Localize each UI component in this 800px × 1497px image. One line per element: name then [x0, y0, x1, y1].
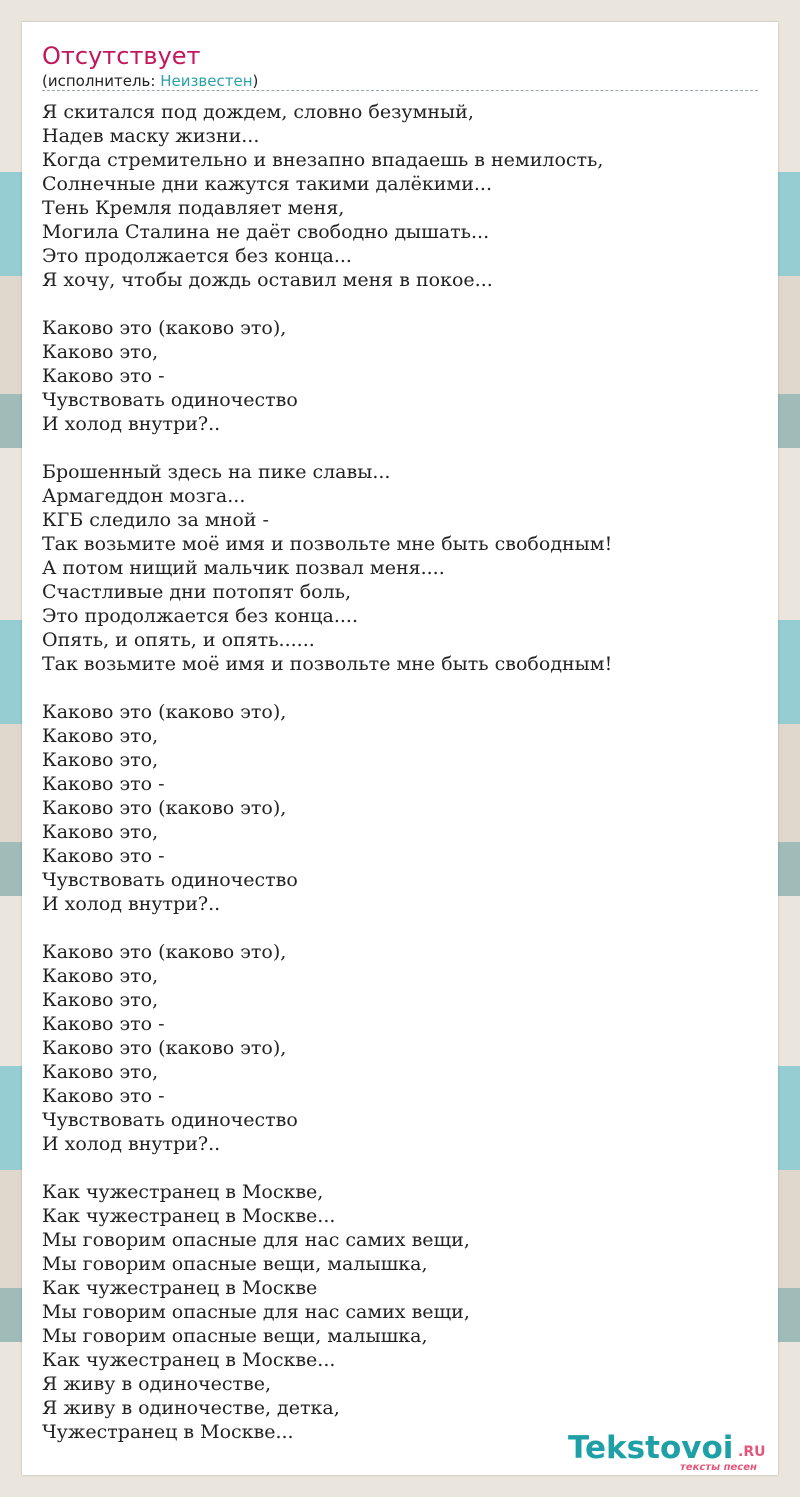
lyrics-line: Каково это -: [42, 845, 165, 867]
lyrics-line: А потом нищий мальчик позвал меня....: [42, 557, 445, 579]
lyrics-line: [42, 676, 758, 700]
lyrics-line: Мы говорим опасные для нас самих вещи,: [42, 1301, 470, 1323]
lyrics-line: Опять, и опять, и опять......: [42, 629, 315, 651]
lyrics-line: Каково это,: [42, 821, 159, 843]
lyrics-line: Армагеддон мозга...: [42, 485, 246, 507]
lyrics-line: Солнечные дни кажутся такими далёкими...: [42, 173, 492, 195]
lyrics-line: И холод внутри?..: [42, 893, 221, 915]
lyrics-line: Каково это -: [42, 1085, 165, 1107]
lyrics-line: Мы говорим опасные для нас самих вещи,: [42, 1229, 470, 1251]
logo-tagline: тексты песен: [680, 1462, 757, 1473]
lyrics-line: Мы говорим опасные вещи, малышка,: [42, 1253, 428, 1275]
lyrics-card: [22, 22, 778, 1475]
lyrics-line: Надев маску жизни...: [42, 125, 260, 147]
lyrics-line: Я живу в одиночестве, детка,: [42, 1397, 340, 1419]
lyrics-line: Это продолжается без конца...: [42, 245, 352, 267]
lyrics-text: [42, 100, 758, 1444]
artist-line: [42, 71, 258, 91]
lyrics-line: Каково это (каково это),: [42, 941, 287, 963]
lyrics-line: Как чужестранец в Москве...: [42, 1349, 336, 1371]
lyrics-line: Каково это,: [42, 725, 159, 747]
lyrics-line: Каково это (каково это),: [42, 317, 287, 339]
lyrics-line: Когда стремительно и внезапно впадаешь в немилость,: [42, 149, 604, 171]
lyrics-line: Могила Сталина не даёт свободно дышать...: [42, 221, 490, 243]
lyrics-line: Каково это (каково это),: [42, 797, 287, 819]
lyrics-line: Как чужестранец в Москве...: [42, 1205, 336, 1227]
lyrics-line: КГБ следило за мной -: [42, 509, 269, 531]
lyrics-line: [42, 1156, 758, 1180]
artist-link[interactable]: Неизвестен: [160, 72, 253, 90]
logo-wordmark: Tekstovoi: [568, 1430, 734, 1466]
logo-tld: .RU: [738, 1444, 766, 1460]
lyrics-line: Каково это (каково это),: [42, 701, 287, 723]
artist-prefix: (исполнитель:: [42, 72, 161, 90]
lyrics-line: Каково это,: [42, 341, 159, 363]
lyrics-line: Каково это,: [42, 965, 159, 987]
song-title: Отсутствует: [42, 42, 201, 70]
artist-suffix: ): [252, 72, 259, 90]
title-divider: [42, 90, 758, 91]
lyrics-line: Я скитался под дождем, словно безумный,: [42, 101, 474, 123]
lyrics-line: И холод внутри?..: [42, 413, 221, 435]
lyrics-line: Это продолжается без конца....: [42, 605, 358, 627]
lyrics-line: Тень Кремля подавляет меня,: [42, 197, 345, 219]
lyrics-line: Мы говорим опасные вещи, малышка,: [42, 1325, 428, 1347]
lyrics-line: [42, 436, 758, 460]
lyrics-line: Каково это -: [42, 773, 165, 795]
lyrics-line: [42, 916, 758, 940]
lyrics-line: Каково это -: [42, 1013, 165, 1035]
lyrics-line: Так возьмите моё имя и позвольте мне быть свободным!: [42, 653, 613, 675]
lyrics-line: Брошенный здесь на пике славы...: [42, 461, 391, 483]
lyrics-line: Чувствовать одиночество: [42, 389, 298, 411]
site-logo[interactable]: [568, 1428, 778, 1476]
lyrics-line: Так возьмите моё имя и позвольте мне быть свободным!: [42, 533, 613, 555]
lyrics-line: И холод внутри?..: [42, 1133, 221, 1155]
lyrics-line: Каково это (каково это),: [42, 1037, 287, 1059]
lyrics-line: Я живу в одиночестве,: [42, 1373, 272, 1395]
lyrics-line: Чувствовать одиночество: [42, 1109, 298, 1131]
lyrics-line: Каково это,: [42, 749, 159, 771]
lyrics-line: Чувствовать одиночество: [42, 869, 298, 891]
lyrics-line: Каково это -: [42, 365, 165, 387]
lyrics-line: [42, 292, 758, 316]
lyrics-line: Каково это,: [42, 1061, 159, 1083]
lyrics-line: Чужестранец в Москве...: [42, 1421, 294, 1443]
lyrics-line: Счастливые дни потопят боль,: [42, 581, 352, 603]
lyrics-line: Как чужестранец в Москве: [42, 1277, 318, 1299]
lyrics-line: Я хочу, чтобы дождь оставил меня в покое...: [42, 269, 493, 291]
lyrics-line: Каково это,: [42, 989, 159, 1011]
lyrics-line: Как чужестранец в Москве,: [42, 1181, 324, 1203]
